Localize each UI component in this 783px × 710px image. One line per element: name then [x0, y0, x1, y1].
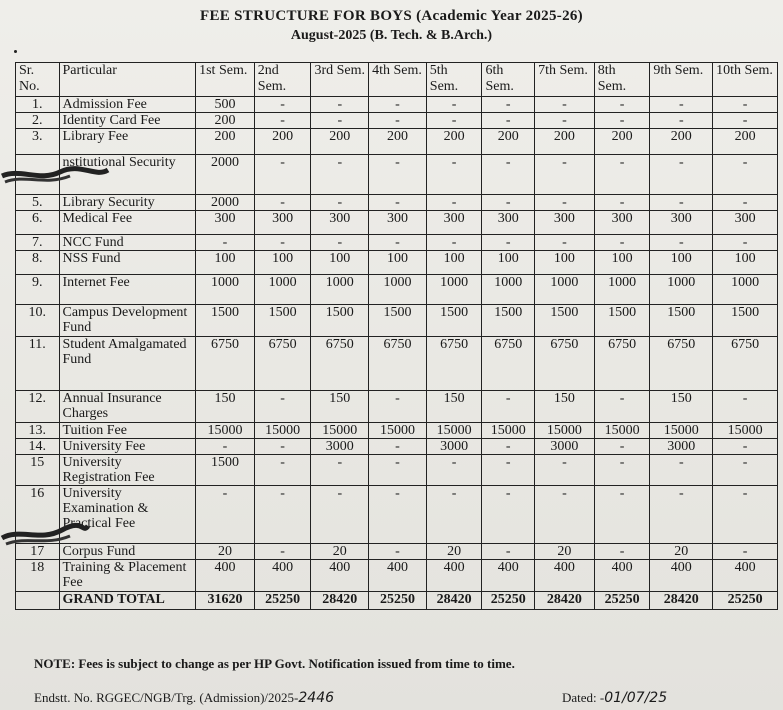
fee-cell: 200: [482, 129, 535, 155]
fee-cell: 6750: [311, 337, 369, 391]
fee-cell: 300: [369, 211, 427, 235]
fee-cell: 300: [713, 211, 778, 235]
document-title: FEE STRUCTURE FOR BOYS (Academic Year 2025-26): [200, 8, 583, 24]
fee-cell: 150: [311, 391, 369, 423]
row-particular: University Examination & Practical Fee: [59, 486, 196, 544]
fee-cell: 6750: [535, 337, 595, 391]
fee-cell: 1000: [426, 275, 482, 305]
fee-cell: 3000: [535, 439, 595, 455]
fee-cell: -: [713, 235, 778, 251]
fee-cell: -: [713, 195, 778, 211]
fee-cell: -: [426, 235, 482, 251]
fee-cell: -: [311, 235, 369, 251]
fee-cell: -: [426, 113, 482, 129]
fee-cell: 400: [650, 560, 713, 592]
fee-cell: -: [594, 391, 650, 423]
fee-cell: 15000: [713, 423, 778, 439]
fee-cell: -: [369, 439, 427, 455]
fee-cell: 100: [311, 251, 369, 275]
header-semester-2: 2nd Sem.: [254, 63, 311, 97]
fee-cell: 1500: [650, 305, 713, 337]
row-particular: University Fee: [59, 439, 196, 455]
fee-cell: 150: [426, 391, 482, 423]
fee-cell: -: [713, 486, 778, 544]
fee-cell: -: [594, 113, 650, 129]
fee-cell: 2000: [196, 195, 255, 211]
row-particular: NSS Fund: [59, 251, 196, 275]
document-subtitle: August-2025 (B. Tech. & B.Arch.): [290, 28, 493, 43]
fee-cell: 100: [196, 251, 255, 275]
fee-cell: 3000: [426, 439, 482, 455]
fee-cell: -: [535, 486, 595, 544]
fee-cell: 20: [311, 544, 369, 560]
fee-cell: -: [594, 486, 650, 544]
fee-cell: 300: [482, 211, 535, 235]
row-sr-no: 11.: [16, 337, 60, 391]
fee-cell: 1000: [254, 275, 311, 305]
fee-cell: -: [482, 439, 535, 455]
fee-table: [15, 62, 778, 610]
fee-cell: 200: [196, 113, 255, 129]
fee-cell: 400: [196, 560, 255, 592]
row-sr-no: 9.: [16, 275, 60, 305]
fee-cell: 1000: [535, 275, 595, 305]
fee-cell: -: [196, 439, 255, 455]
header-sr-no: Sr. No.: [16, 63, 60, 97]
fee-cell: -: [535, 235, 595, 251]
header-semester-6: 6th Sem.: [482, 63, 535, 97]
fee-cell: 100: [426, 251, 482, 275]
fee-cell: 1500: [196, 455, 255, 486]
fee-cell: -: [426, 195, 482, 211]
fee-cell: -: [311, 155, 369, 195]
fee-cell: 300: [426, 211, 482, 235]
table-row: [16, 275, 778, 305]
fee-cell: 15000: [254, 423, 311, 439]
row-particular: Training & Placement Fee: [59, 560, 196, 592]
fee-cell: 400: [535, 560, 595, 592]
table-row: [16, 337, 778, 391]
fee-cell: 1000: [369, 275, 427, 305]
grand-total-cell: 25250: [254, 592, 311, 610]
row-particular: Internet Fee: [59, 275, 196, 305]
header-semester-4: 4th Sem.: [369, 63, 427, 97]
row-sr-no: 15: [16, 455, 60, 486]
grand-total-cell: 25250: [482, 592, 535, 610]
fee-cell: 100: [254, 251, 311, 275]
total-sr-empty: [16, 592, 60, 610]
table-row: [16, 211, 778, 235]
row-particular: nstitutional Security: [59, 155, 196, 195]
table-row: [16, 129, 778, 155]
fee-cell: -: [482, 97, 535, 113]
fee-cell: 1000: [482, 275, 535, 305]
fee-cell: -: [594, 97, 650, 113]
fee-cell: 1500: [196, 305, 255, 337]
row-sr-no: 3.: [16, 129, 60, 155]
fee-cell: -: [482, 113, 535, 129]
fee-cell: 1000: [311, 275, 369, 305]
fee-cell: -: [254, 544, 311, 560]
fee-cell: 200: [650, 129, 713, 155]
fee-cell: -: [482, 486, 535, 544]
endorsement-prefix: Endstt. No. RGGEC/NGB/Trg. (Admission)/2025-: [34, 690, 299, 705]
grand-total-cell: 28420: [535, 592, 595, 610]
fee-cell: -: [713, 439, 778, 455]
fee-cell: -: [254, 113, 311, 129]
fee-cell: -: [713, 155, 778, 195]
fee-cell: 15000: [594, 423, 650, 439]
header-semester-9: 9th Sem.: [650, 63, 713, 97]
row-particular: Corpus Fund: [59, 544, 196, 560]
table-row: [16, 544, 778, 560]
fee-cell: 1500: [369, 305, 427, 337]
fee-cell: 15000: [650, 423, 713, 439]
row-sr-no: 5.: [16, 195, 60, 211]
fee-cell: -: [254, 455, 311, 486]
fee-cell: -: [594, 455, 650, 486]
fee-cell: 15000: [535, 423, 595, 439]
table-row: [16, 391, 778, 423]
row-particular: Library Fee: [59, 129, 196, 155]
fee-cell: -: [311, 455, 369, 486]
fee-cell: 6750: [650, 337, 713, 391]
row-sr-no: 13.: [16, 423, 60, 439]
fee-cell: 1500: [254, 305, 311, 337]
fee-cell: 15000: [426, 423, 482, 439]
row-sr-no: 2.: [16, 113, 60, 129]
grand-total-cell: 25250: [369, 592, 427, 610]
row-sr-no: 10.: [16, 305, 60, 337]
fee-cell: -: [369, 155, 427, 195]
fee-cell: 20: [196, 544, 255, 560]
fee-cell: -: [196, 486, 255, 544]
fee-cell: -: [482, 455, 535, 486]
fee-cell: 1500: [426, 305, 482, 337]
grand-total-cell: 31620: [196, 592, 255, 610]
fee-cell: 400: [426, 560, 482, 592]
row-particular: Tuition Fee: [59, 423, 196, 439]
fee-cell: -: [650, 486, 713, 544]
fee-cell: 3000: [311, 439, 369, 455]
fee-cell: -: [650, 113, 713, 129]
table-row: [16, 195, 778, 211]
table-row: [16, 486, 778, 544]
fee-cell: -: [254, 97, 311, 113]
table-header-row: [16, 63, 778, 97]
fee-cell: 1000: [713, 275, 778, 305]
fee-cell: -: [254, 235, 311, 251]
fee-cell: -: [369, 544, 427, 560]
grand-total-cell: 25250: [594, 592, 650, 610]
row-particular: Admission Fee: [59, 97, 196, 113]
fee-cell: 500: [196, 97, 255, 113]
fee-cell: -: [311, 113, 369, 129]
fee-cell: -: [254, 439, 311, 455]
row-particular: Medical Fee: [59, 211, 196, 235]
fee-cell: 15000: [311, 423, 369, 439]
fee-cell: -: [650, 155, 713, 195]
fee-cell: 1500: [311, 305, 369, 337]
header-semester-7: 7th Sem.: [535, 63, 595, 97]
fee-cell: 20: [650, 544, 713, 560]
fee-cell: 1000: [196, 275, 255, 305]
fee-cell: 300: [650, 211, 713, 235]
table-row: [16, 155, 778, 195]
dated-value: 01/07/25: [604, 690, 668, 706]
fee-cell: -: [254, 391, 311, 423]
fee-cell: -: [713, 97, 778, 113]
fee-cell: 100: [535, 251, 595, 275]
fee-cell: 300: [196, 211, 255, 235]
fee-cell: -: [254, 486, 311, 544]
fee-cell: 100: [650, 251, 713, 275]
fee-cell: 300: [594, 211, 650, 235]
fee-cell: -: [426, 486, 482, 544]
fee-cell: -: [311, 486, 369, 544]
fee-cell: 100: [594, 251, 650, 275]
fee-cell: -: [196, 235, 255, 251]
dated-label: Dated: -: [562, 690, 605, 705]
fee-cell: 400: [369, 560, 427, 592]
row-particular: NCC Fund: [59, 235, 196, 251]
fee-cell: 200: [254, 129, 311, 155]
fee-cell: 1500: [535, 305, 595, 337]
fee-cell: 2000: [196, 155, 255, 195]
fee-cell: -: [426, 455, 482, 486]
fee-cell: 150: [535, 391, 595, 423]
fee-cell: 6750: [369, 337, 427, 391]
table-row: [16, 305, 778, 337]
table-row: [16, 455, 778, 486]
fee-cell: 400: [254, 560, 311, 592]
fee-cell: 6750: [254, 337, 311, 391]
row-particular: Annual Insurance Charges: [59, 391, 196, 423]
fee-cell: -: [535, 113, 595, 129]
row-sr-no: 14.: [16, 439, 60, 455]
fee-cell: 3000: [650, 439, 713, 455]
fee-cell: -: [369, 97, 427, 113]
fee-cell: 1500: [594, 305, 650, 337]
grand-total-cell: 28420: [311, 592, 369, 610]
ink-scribble: [0, 162, 110, 192]
fee-cell: 1500: [713, 305, 778, 337]
fee-cell: -: [535, 97, 595, 113]
table-row: [16, 97, 778, 113]
fee-cell: 200: [535, 129, 595, 155]
header-particular: Particular: [59, 63, 196, 97]
row-particular: Campus Development Fund: [59, 305, 196, 337]
row-sr-no: 18: [16, 560, 60, 592]
fee-cell: 6750: [713, 337, 778, 391]
row-sr-no: 1.: [16, 97, 60, 113]
fee-cell: 20: [535, 544, 595, 560]
fee-cell: -: [535, 195, 595, 211]
fee-cell: 20: [426, 544, 482, 560]
fee-cell: 200: [311, 129, 369, 155]
header-semester-8: 8th Sem.: [594, 63, 650, 97]
fee-cell: -: [594, 544, 650, 560]
fee-cell: 15000: [482, 423, 535, 439]
fee-cell: 400: [482, 560, 535, 592]
fee-cell: -: [482, 195, 535, 211]
fee-cell: -: [713, 544, 778, 560]
row-particular: Identity Card Fee: [59, 113, 196, 129]
fee-cell: 100: [482, 251, 535, 275]
row-particular: Student Amalgamated Fund: [59, 337, 196, 391]
fee-cell: -: [650, 235, 713, 251]
fee-cell: -: [311, 195, 369, 211]
fee-cell: 100: [369, 251, 427, 275]
fee-cell: -: [594, 195, 650, 211]
fee-cell: -: [254, 155, 311, 195]
row-sr-no: 6.: [16, 211, 60, 235]
table-row: [16, 439, 778, 455]
fee-cell: -: [650, 195, 713, 211]
table-row: [16, 423, 778, 439]
fee-cell: 6750: [196, 337, 255, 391]
fee-cell: -: [713, 391, 778, 423]
fee-cell: 150: [650, 391, 713, 423]
table-row: [16, 235, 778, 251]
ink-scribble-lower: [0, 516, 90, 552]
fee-cell: 15000: [196, 423, 255, 439]
fee-cell: 100: [713, 251, 778, 275]
fee-cell: 6750: [426, 337, 482, 391]
fee-cell: 200: [594, 129, 650, 155]
fee-cell: -: [311, 97, 369, 113]
fee-cell: 400: [594, 560, 650, 592]
fee-cell: 300: [311, 211, 369, 235]
fee-cell: -: [713, 113, 778, 129]
row-sr-no: 7.: [16, 235, 60, 251]
fee-cell: -: [482, 155, 535, 195]
fee-cell: -: [650, 455, 713, 486]
table-row: [16, 113, 778, 129]
fee-cell: -: [482, 544, 535, 560]
grand-total-cell: 28420: [650, 592, 713, 610]
fee-cell: -: [426, 155, 482, 195]
header-semester-3: 3rd Sem.: [311, 63, 369, 97]
fee-cell: 15000: [369, 423, 427, 439]
fee-cell: -: [713, 455, 778, 486]
fee-cell: 6750: [482, 337, 535, 391]
fee-cell: -: [426, 97, 482, 113]
fee-cell: -: [369, 195, 427, 211]
fee-cell: 400: [713, 560, 778, 592]
fee-cell: -: [594, 155, 650, 195]
fee-cell: -: [650, 97, 713, 113]
fee-cell: 200: [426, 129, 482, 155]
fee-cell: -: [369, 391, 427, 423]
endorsement-number: 2446: [298, 690, 335, 706]
fee-cell: 200: [369, 129, 427, 155]
fee-cell: -: [535, 455, 595, 486]
fee-cell: -: [369, 455, 427, 486]
fee-cell: -: [594, 235, 650, 251]
fee-cell: 1000: [594, 275, 650, 305]
table-row: [16, 560, 778, 592]
table-row: [16, 251, 778, 275]
grand-total-row: [16, 592, 778, 610]
dated-line: [562, 690, 667, 706]
fee-cell: -: [369, 235, 427, 251]
fee-cell: 1500: [482, 305, 535, 337]
grand-total-cell: 28420: [426, 592, 482, 610]
row-sr-no: 12.: [16, 391, 60, 423]
header-semester-1: 1st Sem.: [196, 63, 255, 97]
row-sr-no: 16: [16, 486, 60, 544]
fee-cell: -: [369, 113, 427, 129]
grand-total-cell: 25250: [713, 592, 778, 610]
fee-cell: 6750: [594, 337, 650, 391]
margin-dot: [14, 50, 17, 53]
row-particular: Library Security: [59, 195, 196, 211]
fee-cell: 200: [196, 129, 255, 155]
header-semester-10: 10th Sem.: [713, 63, 778, 97]
footer-note: NOTE: Fees is subject to change as per HP Govt. Notification issued from time to time.: [34, 656, 515, 671]
grand-total-label: GRAND TOTAL: [59, 592, 196, 610]
fee-cell: 1000: [650, 275, 713, 305]
fee-cell: 300: [254, 211, 311, 235]
fee-cell: 150: [196, 391, 255, 423]
fee-cell: -: [482, 391, 535, 423]
row-sr-no: 17: [16, 544, 60, 560]
row-sr-no: 8.: [16, 251, 60, 275]
fee-cell: -: [535, 155, 595, 195]
endorsement-line: [34, 690, 334, 706]
fee-cell: 400: [311, 560, 369, 592]
header-semester-5: 5th Sem.: [426, 63, 482, 97]
fee-cell: -: [482, 235, 535, 251]
row-particular: University Registration Fee: [59, 455, 196, 486]
fee-cell: -: [369, 486, 427, 544]
fee-cell: -: [254, 195, 311, 211]
fee-cell: 300: [535, 211, 595, 235]
fee-cell: 200: [713, 129, 778, 155]
fee-cell: -: [594, 439, 650, 455]
